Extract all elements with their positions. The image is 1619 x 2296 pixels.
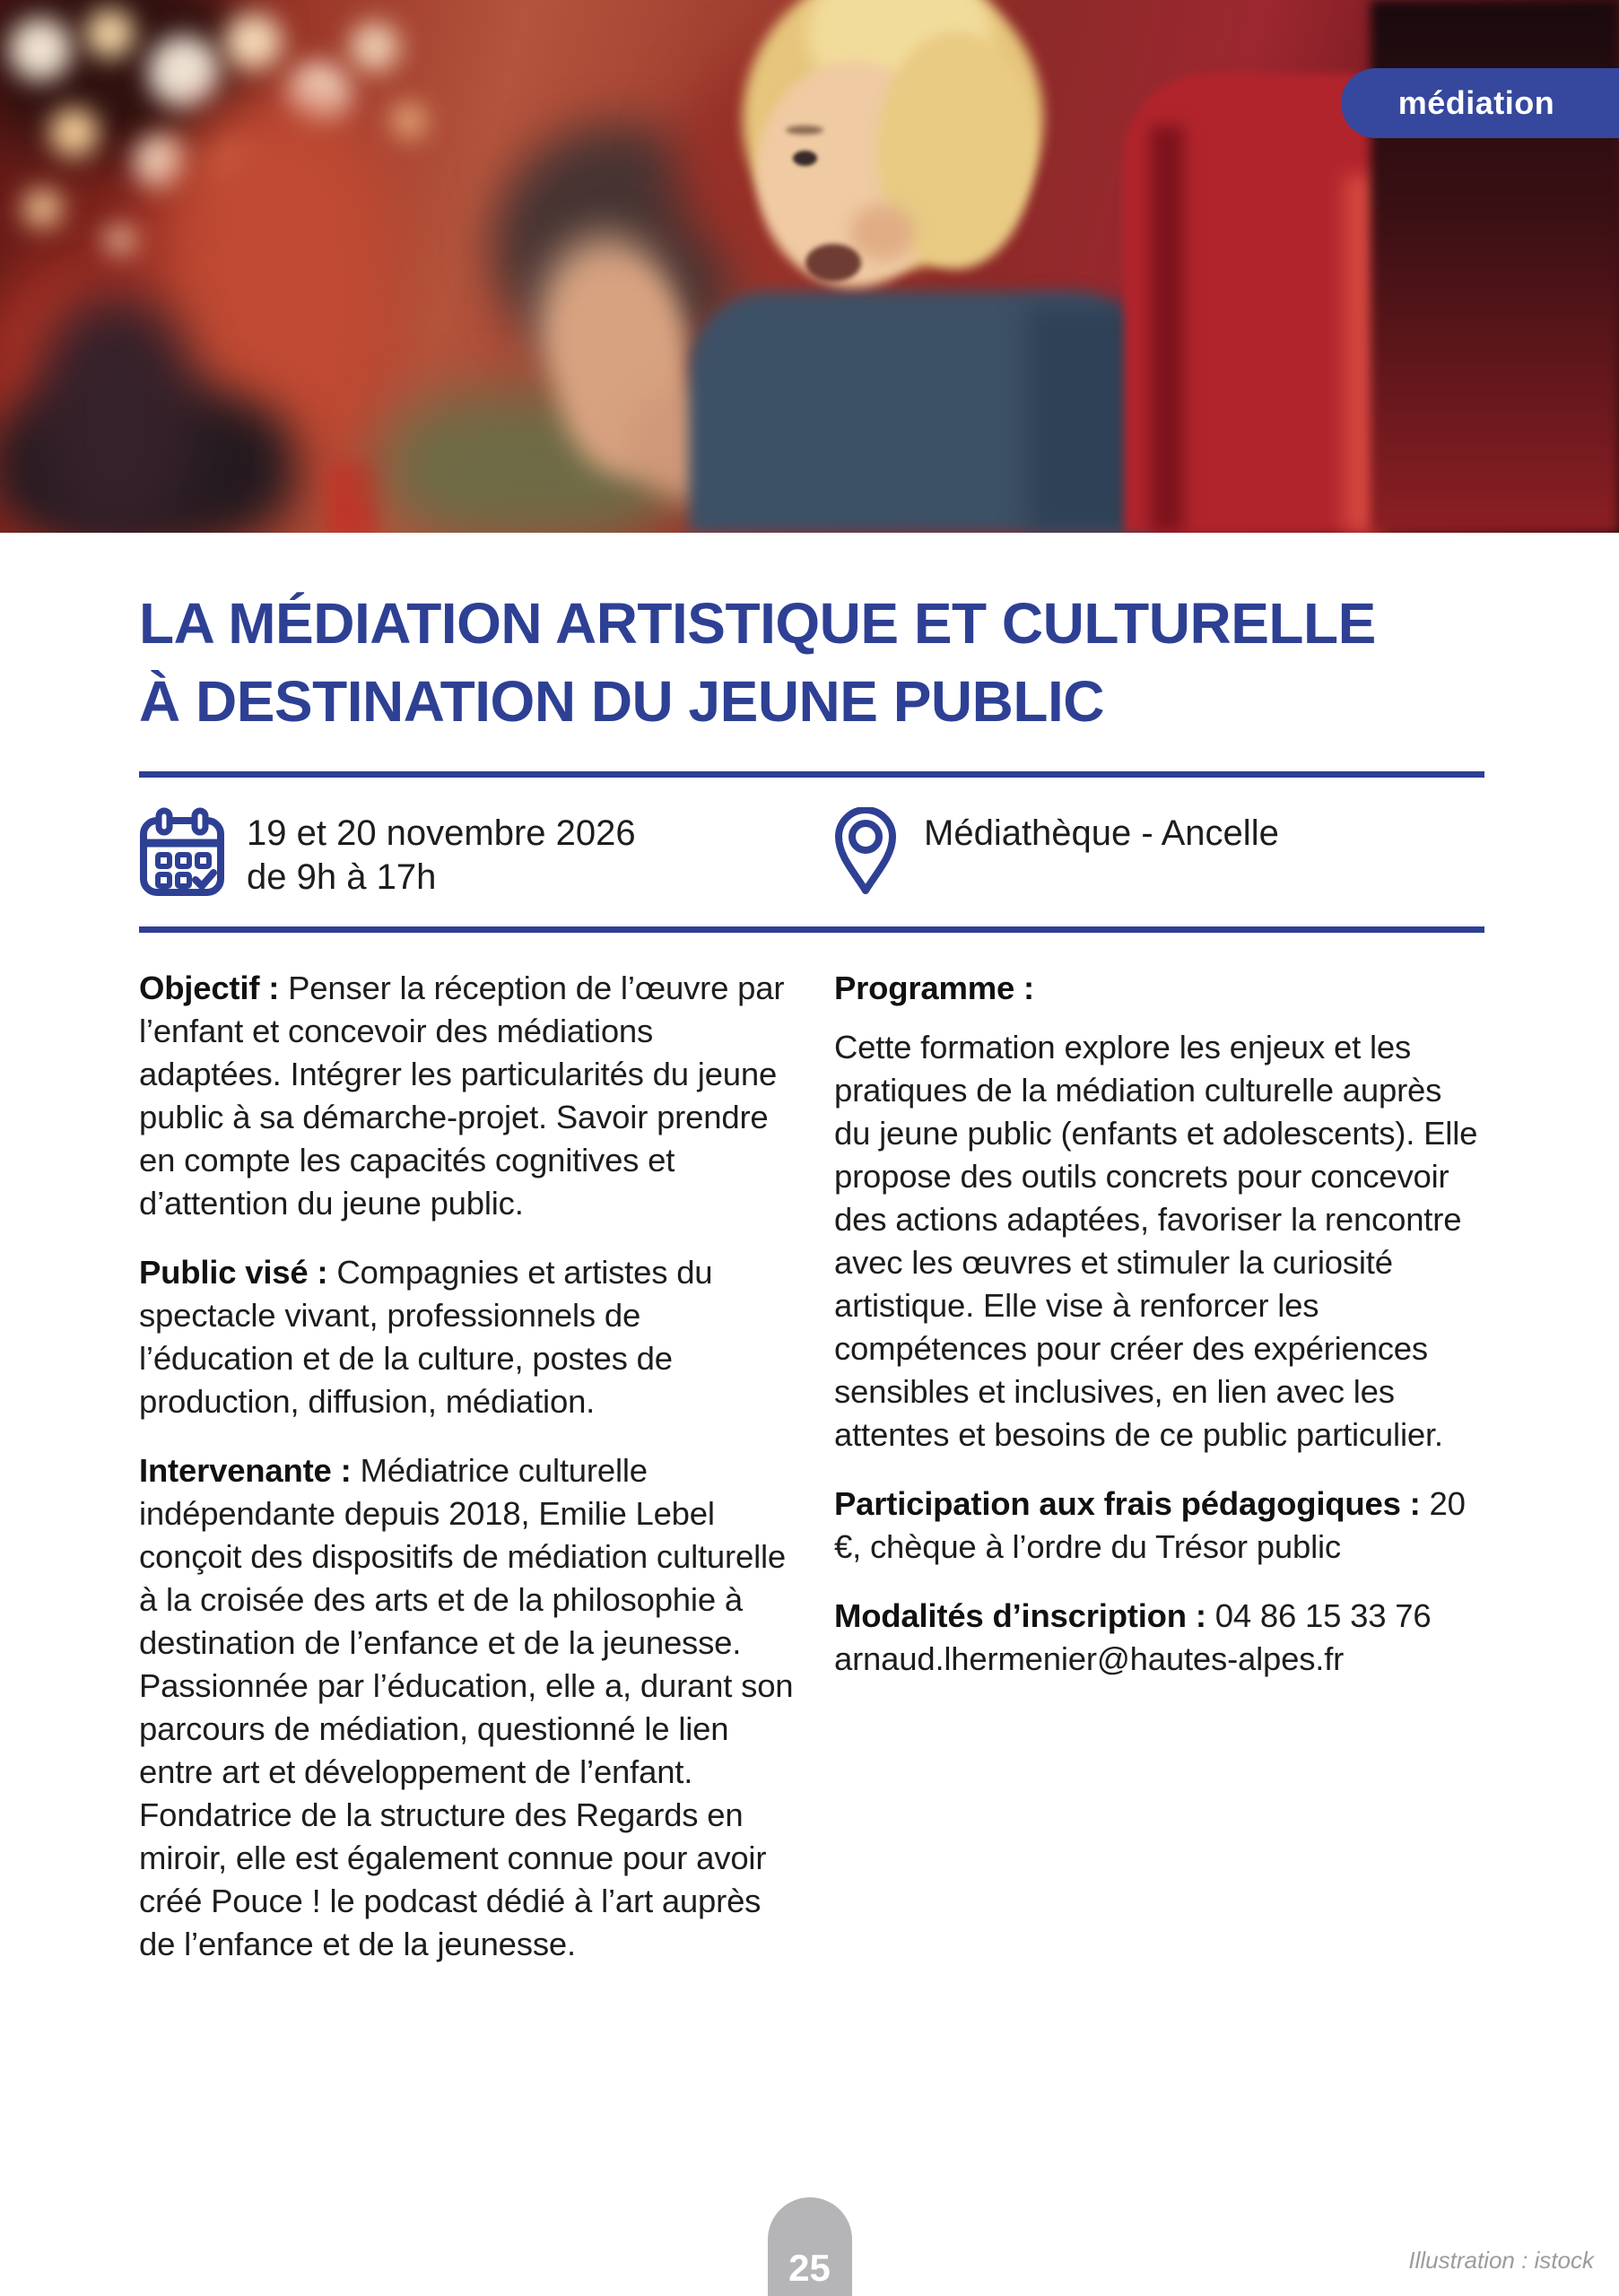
location-text: Médiathèque - Ancelle — [924, 813, 1279, 853]
programme-paragraph — [834, 1026, 1484, 1457]
participation-paragraph — [834, 1483, 1484, 1569]
page-number-pill — [768, 2197, 852, 2296]
right-column — [834, 967, 1484, 1992]
public-vise-paragraph — [139, 1251, 798, 1423]
illustration-credit: Illustration : istock — [1408, 2247, 1594, 2274]
participation-text: 20 €, chèque à l’ordre du Trésor public — [834, 1485, 1466, 1565]
photo-layer — [327, 462, 379, 533]
photo-bokeh — [103, 224, 139, 260]
photo-bokeh — [9, 18, 72, 81]
programme-text: Cette formation explore les enjeux et les pratiques de la médiation culturelle auprès du jeune public (enfants et adolescents). Elle propose des outils concrets pour concevoir des actions adaptées, favoriser la rencontre avec les œuvres et stimuler la curiosité artistique. Elle vise à renforcer les compétences pour créer des expériences sensibles et inclusives, en lien avec les attentes et besoins de ce public particulier. — [834, 1029, 1478, 1453]
date-info — [139, 807, 834, 901]
objectif-label: Objectif : — [139, 970, 280, 1006]
page-title: LA MÉDIATION ARTISTIQUE ET CULTURELLE À DESTINATION DU JEUNE PUBLIC — [139, 591, 1376, 734]
modalites-phone: 04 86 15 33 76 — [1214, 1597, 1432, 1634]
date-text — [247, 807, 636, 900]
modalites-email: arnaud.lhermenier@hautes-alpes.fr — [834, 1640, 1345, 1677]
divider-under-title — [139, 771, 1484, 778]
intervenante-text: Médiatrice culturelle indépendante depuis 2018, Emilie Lebel conçoit des dispositifs de médiation culturelle à la croisée des arts et de la philosophie à destination de l’enfance et de la jeunesse. Passionnée par l’éducation, elle a, durant son parcours de médiation, questionné le lien entre art et développement de l’enfant. Fondatrice de la structure des Regards en miroir, elle est également connue pour avoir créé Pouce ! le podcast dédié à l’art auprès de l’enfance et de la jeunesse. — [139, 1452, 794, 1962]
photo-layer — [793, 151, 817, 166]
photo-bokeh — [85, 9, 135, 58]
photo-bokeh — [350, 22, 399, 72]
photo-layer — [1150, 126, 1184, 533]
photo-bokeh — [49, 108, 99, 157]
objectif-text: Penser la réception de l’œuvre par l’enfant et concevoir des médiations adaptées. Intégrer les particularités du jeune public à sa démarche-projet. Savoir prendre en compte les capacités cognitives et d’attention du jeune public. — [139, 970, 785, 1222]
category-badge-label: médiation — [1397, 84, 1555, 121]
photo-bokeh — [148, 36, 220, 108]
participation-label: Participation aux frais pédagogiques : — [834, 1485, 1421, 1522]
objectif-paragraph — [139, 967, 798, 1225]
photo-bokeh — [390, 103, 426, 139]
programme-label: Programme : — [834, 970, 1034, 1006]
location-info — [834, 807, 1279, 900]
modalites-label: Modalités d’inscription : — [834, 1597, 1206, 1634]
content-area — [139, 533, 1484, 1992]
intervenante-label: Intervenante : — [139, 1452, 352, 1489]
public-vise-text: Compagnies et artistes du spectacle vivant, professionnels de l’éducation et de la culture, postes de production, diffusion, médiation. — [139, 1254, 713, 1420]
photo-bokeh — [22, 188, 63, 229]
photo-layer — [805, 244, 861, 282]
calendar-icon — [139, 807, 225, 901]
category-badge — [1341, 68, 1619, 138]
intervenante-paragraph — [139, 1449, 798, 1966]
modalites-paragraph — [834, 1595, 1484, 1681]
location-pin-icon — [834, 807, 897, 900]
photo-layer — [850, 204, 915, 260]
photo-bokeh — [224, 13, 283, 72]
page-number: 25 — [788, 2247, 831, 2289]
left-column — [139, 967, 798, 1992]
session-info-row — [139, 778, 1484, 926]
date-line-2: de 9h à 17h — [247, 857, 437, 897]
photo-layer — [36, 296, 197, 533]
programme-heading — [834, 967, 1484, 1010]
divider-under-info — [139, 926, 1484, 933]
body-columns — [139, 967, 1484, 1992]
photo-layer — [786, 126, 823, 135]
date-line-1: 19 et 20 novembre 2026 — [247, 813, 636, 853]
public-vise-label: Public visé : — [139, 1254, 328, 1291]
